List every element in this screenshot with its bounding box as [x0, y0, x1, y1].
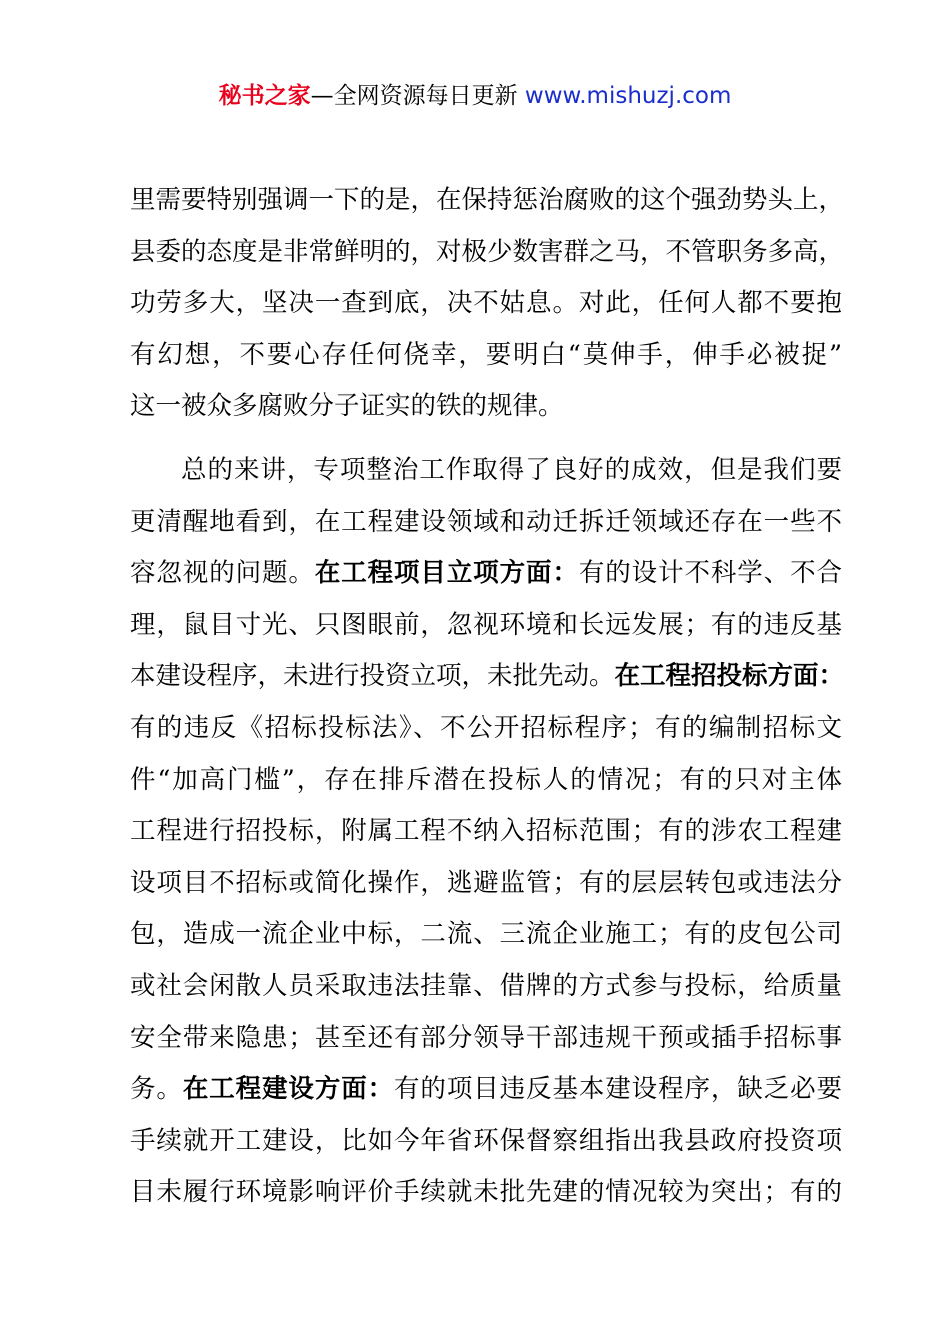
text-line: 或社会闲散人员采取违法挂靠、借牌的方式参与投标，给质量	[130, 970, 842, 1001]
text-line: 有幻想，不要心存任何侥幸，要明白“莫伸手，伸手必被捉”	[130, 339, 842, 370]
text-line: 件“加高门槛”，存在排斥潜在投标人的情况；有的只对主体	[130, 764, 842, 795]
text-line	[130, 548, 842, 600]
text-line: 有的违反《招标投标法》、不公开招标程序；有的编制招标文	[130, 712, 842, 743]
text-line: 功劳多大，坚决一查到底，决不姑息。对此，任何人都不要抱	[130, 288, 842, 319]
text-line: 理，鼠目寸光、只图眼前，忽视环境和长远发展；有的违反基	[130, 609, 842, 640]
text-line: 总的来讲，专项整治工作取得了良好的成效，但是我们要	[181, 454, 842, 485]
text-line: 更清醒地看到，在工程建设领域和动迁拆迁领域还存在一些不	[130, 506, 842, 537]
text-line: 目未履行环境影响评价手续就未批先建的情况较为突出；有的	[130, 1177, 842, 1208]
text-run: 务。	[130, 1074, 183, 1105]
text-line: 县委的态度是非常鲜明的，对极少数害群之马，不管职务多高，	[130, 236, 845, 267]
document-body	[130, 175, 845, 1219]
text-line: 里需要特别强调一下的是，在保持惩治腐败的这个强劲势头上，	[130, 185, 845, 215]
site-brand: 秘书之家	[218, 83, 311, 109]
text-line	[130, 1064, 842, 1116]
page-header	[0, 78, 950, 114]
text-line: 工程进行招投标，附属工程不纳入招标范围；有的涉农工程建	[130, 816, 842, 847]
text-line: 包，造成一流企业中标，二流、三流企业施工；有的皮包公司	[130, 919, 842, 950]
text-line: 这一被众多腐败分子证实的铁的规律。	[130, 391, 564, 422]
section-heading-project-approval: 在工程项目立项方面：	[314, 558, 579, 589]
text-line: 手续就开工建设，比如今年省环保督察组指出我县政府投资项	[130, 1125, 842, 1156]
text-run: 容忽视的问题。	[130, 558, 315, 589]
section-heading-construction: 在工程建设方面：	[182, 1074, 395, 1105]
paragraph-2	[130, 445, 845, 1219]
text-line: 设项目不招标或简化操作，逃避监管；有的层层转包或违法分	[130, 867, 842, 898]
text-run: 有的设计不科学、不合	[578, 558, 842, 589]
text-run: 有的项目违反基本建设程序，缺乏必要	[394, 1074, 842, 1105]
text-run: 本建设程序，未进行投资立项，未批先动。	[130, 661, 615, 692]
text-line	[130, 651, 845, 703]
site-tagline: —全网资源每日更新	[310, 83, 518, 109]
site-url-link[interactable]: www.mishuzj.com	[524, 83, 732, 109]
text-line: 安全带来隐患；甚至还有部分领导干部违规干预或插手招标事	[130, 1022, 842, 1053]
section-heading-bidding: 在工程招投标方面：	[614, 661, 845, 692]
paragraph-1	[130, 175, 845, 433]
